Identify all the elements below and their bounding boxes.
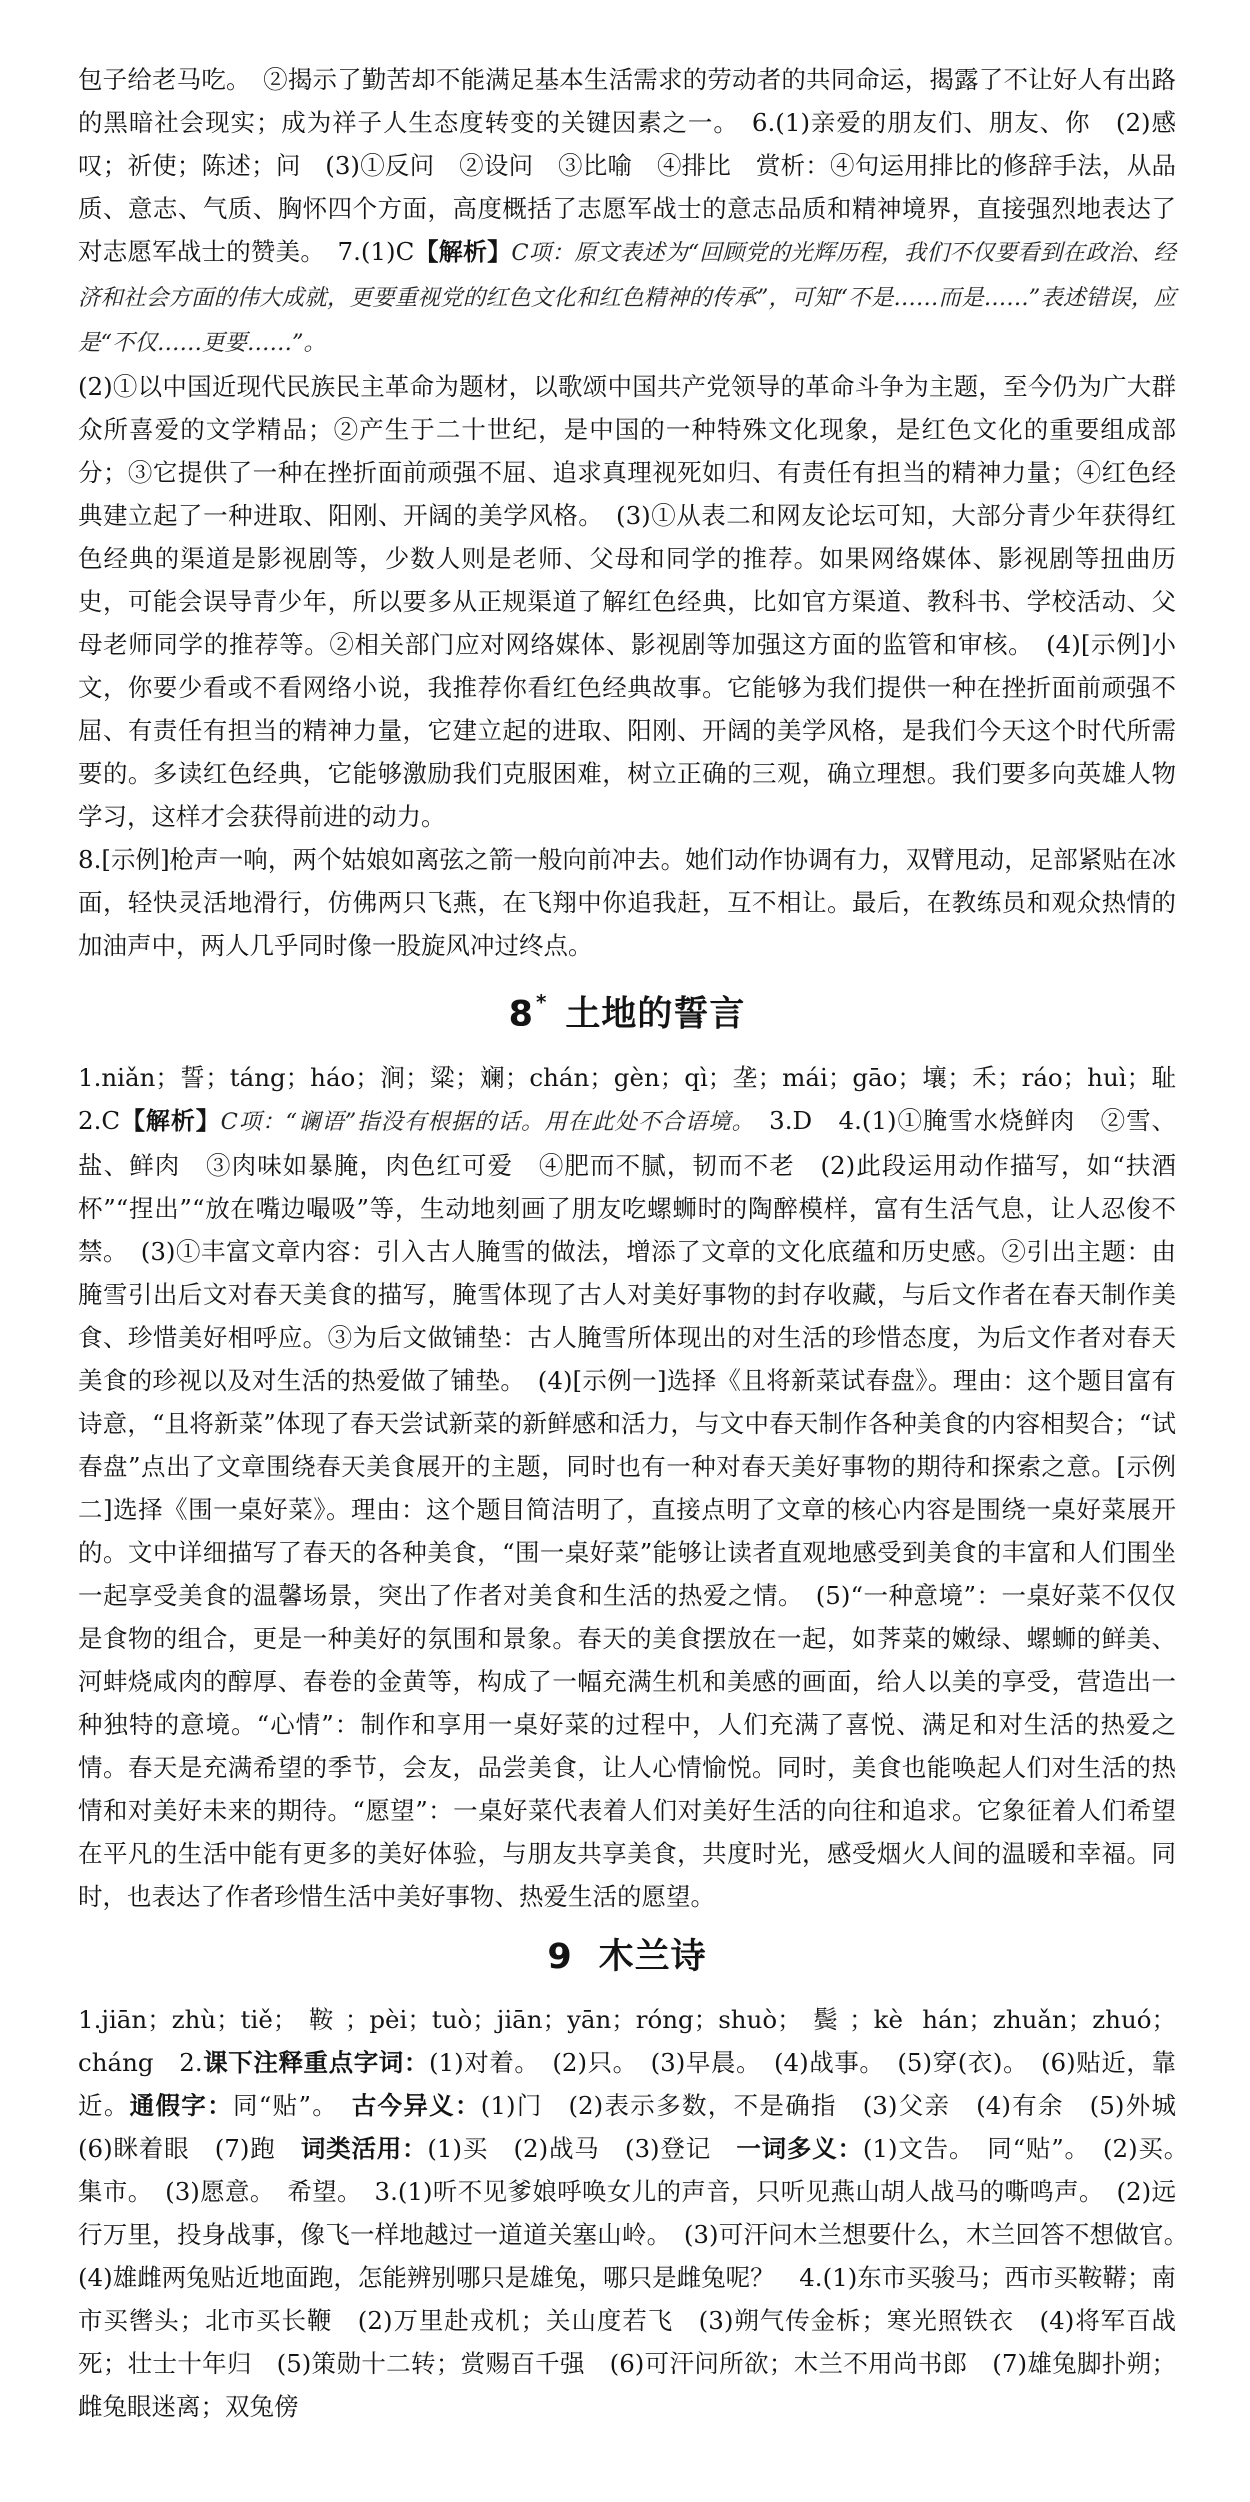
sec9-paragraph-1 bbox=[78, 1998, 1201, 2428]
section-8-number: 8 bbox=[508, 994, 534, 1035]
sec7-paragraph-1 bbox=[78, 58, 1176, 365]
sec7-paragraph-2: (2)①以中国近现代民族民主革命为题材，以歌颂中国共产党领导的革命斗争为主题，至今仍为广大群众所喜爱的文学精品；②产生于二十世纪，是中国的一种特殊文化现象，是红色文化的重要组成部分；③它提供了一种在挫折面前顽强不屈、追求真理视死如归、有责任有担当的精神力量；④红色经典建立起了一种进取、阳刚、开阔的美学风格。 (3)①从表二和网友论坛可知，大部分青少年获得红色经典的渠道是影视剧等，少数人则是老师、父母和同学的推荐。如果网络媒体、影视剧等扭曲历史，可能会误导青少年，所以要多从正规渠道了解红色经典，比如官方渠道、教科书、学校活动、父母老师同学的推荐等。②相关部门应对网络媒体、影视剧等加强这方面的监管和审核。 (4)[示例]小文，你要少看或不看网络小说，我推荐你看红色经典故事。它能够为我们提供一种在挫折面前顽强不屈、有责任有担当的精神力量，它建立起的进取、阳刚、开阔的美学风格，是我们今天这个时代所需要的。多读红色经典，它能够激励我们克服困难，树立正确的三观，确立理想。我们要多向英雄人物学习，这样才会获得前进的动力。 bbox=[78, 372, 1176, 831]
analysis-text: C项：原文表述为“回顾党的光辉历程，我们不仅要看到在政治、经济和社会方面的伟大成就，更要重视党的红色文化和红色精神的传承”，可知“不是……而是……”表述错误，应是“不仅……更要……”。 bbox=[78, 240, 1176, 356]
analysis-text: C项：“谰语”指没有根据的话。用在此处不合语境。 bbox=[220, 1108, 744, 1135]
analysis-label: 【解析】 bbox=[414, 238, 512, 266]
sec7-text-1: 包子给老马吃。 ②揭示了勤苦却不能满足基本生活需求的劳动者的共同命运，揭露了不让好人有出路的黑暗社会现实；成为祥子人生态度转变的关键因素之一。 6.(1)亲爱的朋友们、朋友、你 (2)感叹；祈使；陈述；问 (3)①反问 ②设问 ③比喻 ④排比 赏析：④句运用排比的修辞手法，从品质、意志、气质、胸怀四个方面，高度概括了志愿军战士的意志品质和精神境界，直接强烈地表达了对志愿军战士的赞美。 7.(1)C bbox=[78, 65, 1176, 266]
sec9-text-6: (1)文告。 同“贴”。 (2)买。 集市。 (3)愿意。 希望。 3.(1)听不见爹娘呼唤女儿的声音，只听见燕山胡人战马的嘶鸣声。 (2)远行万里，投身战事，像飞一样地越过一道道关塞山岭。 (3)可汗问木兰想要什么，木兰回答不想做官。 (4)雄雌两兔贴近地面跑，怎能辨别哪只是雄兔，哪只是雌兔呢？ 4.(1)东市买骏马；西市买鞍鞯；南市买辔头；北市买长鞭 (2)万里赴戎机；关山度若飞 (3)朔气传金柝；寒光照铁衣 (4)将军百战死；壮士十年归 (5)策勋十二转；赏赐百千强 (6)可汗问所欲；木兰不用尚书郎 (7)雄兔脚扑朔；雌兔眼迷离；双兔傍 bbox=[78, 2133, 1201, 2421]
analysis-label: 【解析】 bbox=[120, 1106, 221, 1135]
sec7-paragraph-3: 8.[示例]枪声一响，两个姑娘如离弦之箭一般向前冲去。她们动作协调有力，双臂甩动，足部紧贴在冰面，轻快灵活地滑行，仿佛两只飞燕，在飞翔中你追我赶，互不相让。最后，在教练员和观众热情的加油声中，两人几乎同时像一股旋风冲过终点。 bbox=[78, 845, 1176, 960]
sec9-text-4: (1)门 (2)表示多数，不是确指 (3)父亲 (4)有余 (5)外城 (6)眯着眼 (7)跑 bbox=[78, 2090, 1201, 2163]
optional-lesson-star: * bbox=[535, 990, 548, 1014]
section-8-title: 土地的誓言 bbox=[565, 994, 746, 1035]
answer-page bbox=[78, 58, 1201, 2428]
section-9-title: 木兰诗 bbox=[598, 1936, 707, 1977]
section-9-number: 9 bbox=[547, 1936, 573, 1977]
gujin-yiyi-label: 古今异义： bbox=[351, 2090, 481, 2120]
key-words-label: 课下注释重点字词： bbox=[202, 2047, 429, 2077]
sec8-text-1: 1.niǎn；誓；táng；háo；涧；粱；斓；chán；gèn；qì；垄；mái；gāo；壤；禾；ráo；huì；耻 2.C bbox=[78, 1062, 1201, 1135]
sec8-paragraph-1 bbox=[78, 1056, 1201, 1918]
sec9-text-1: 1.jiān；zhù；tiě；鞍；pèi；tuò；jiān；yān；róng；shuò；鬓；kè hán；zhuǎn；zhuó；cháng 2. bbox=[78, 2004, 1176, 2077]
sec9-text-3: 同“贴”。 bbox=[232, 2090, 352, 2120]
section-8-heading bbox=[78, 981, 1176, 1040]
sec9-text-2: (1)对着。 (2)只。 (3)早晨。 (4)战事。 (5)穿(衣)。 (6)贴近，靠近。 bbox=[78, 2047, 1177, 2120]
sec8-text-2: 3.D 4.(1)①腌雪水烧鲜肉 ②雪、盐、鲜肉 ③肉味如暴腌，肉色红可爱 ④肥而不腻，韧而不老 (2)此段运用动作描写，如“扶酒杯”“捏出”“放在嘴边嘬吸”等，生动地刻画了朋友吃螺蛳时的陶醉模样，富有生活气息，让人忍俊不禁。 (3)①丰富文章内容：引入古人腌雪的做法，增添了文章的文化底蕴和历史感。②引出主题：由腌雪引出后文对春天美食的描写，腌雪体现了古人对美好事物的封存收藏，与后文作者在春天制作美食、珍惜美好相呼应。③为后文做铺垫：古人腌雪所体现出的对生活的珍惜态度，为后文作者对春天美食的珍视以及对生活的热爱做了铺垫。 (4)[示例一]选择《且将新菜试春盘》。理由：这个题目富有诗意，“且将新菜”体现了春天尝试新菜的新鲜感和活力，与文中春天制作各种美食的内容相契合；“试春盘”点出了文章围绕春天美食展开的主题，同时也有一种对春天美好事物的期待和探索之意。[示例二]选择《围一桌好菜》。理由：这个题目简洁明了，直接点明了文章的核心内容是围绕一桌好菜展开的。文中详细描写了春天的各种美食，“围一桌好菜”能够让读者直观地感受到美食的丰富和人们围坐一起享受美食的温馨场景，突出了作者对美食和生活的热爱之情。 (5)“一种意境”：一桌好菜不仅仅是食物的组合，更是一种美好的氛围和景象。春天的美食摆放在一起，如荠菜的嫩绿、螺蛳的鲜美、河蚌烧咸肉的醇厚、春卷的金黄等，构成了一幅充满生机和美感的画面，给人以美的享受，营造出一种独特的意境。“心情”：制作和享用一桌好菜的过程中，人们充满了喜悦、满足和对生活的热爱之情。春天是充满希望的季节，会友，品尝美食，让人心情愉悦。同时，美食也能唤起人们对生活的热情和对美好未来的期待。“愿望”：一桌好菜代表着人们对美好生活的向往和追求。它象征着人们希望在平凡的生活中能有更多的美好体验，与朋友共享美食，共度时光，感受烟火人间的温暖和幸福。同时，也表达了作者珍惜生活中美好事物、热爱生活的愿望。 bbox=[78, 1105, 1176, 1911]
cilei-huoyong-label: 词类活用： bbox=[300, 2133, 428, 2163]
section-9-heading bbox=[78, 1932, 1176, 1982]
tongjiazi-label: 通假字： bbox=[129, 2090, 233, 2120]
sec9-text-5: (1)买 (2)战马 (3)登记 bbox=[427, 2133, 737, 2163]
yici-duoyi-label: 一词多义： bbox=[736, 2133, 863, 2163]
